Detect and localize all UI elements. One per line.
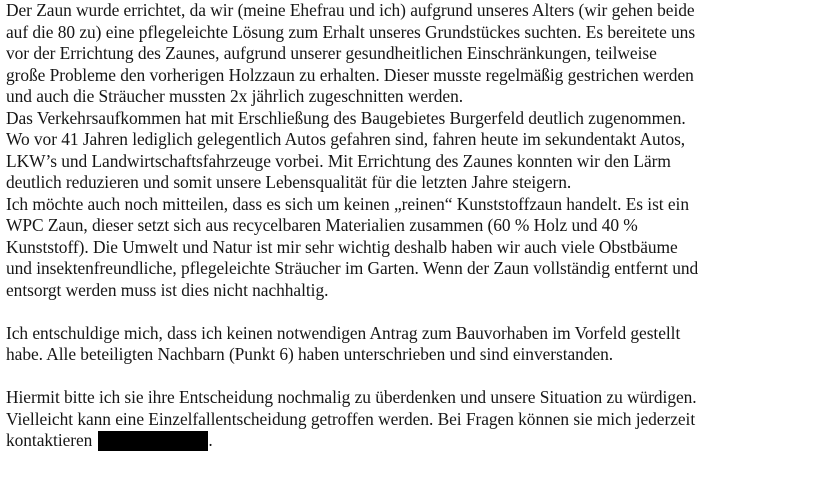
text-line: vor der Errichtung des Zaunes, aufgrund unserer gesundheitlichen Einschränkungen, teilweise (6, 43, 657, 63)
text-line: Ich entschuldige mich, dass ich keinen notwendigen Antrag zum Bauvorhaben im Vorfeld gestellt (6, 322, 681, 343)
paragraph-wpc-fence (6, 194, 818, 302)
text-line: entsorgt werden muss ist dies nicht nachhaltig. (6, 279, 329, 300)
text-line: Ich möchte auch noch mitteilen, dass es sich um keinen „reinen“ Kunststoffzaun handelt. Es ist ein (6, 193, 689, 214)
paragraph-fence-reason (6, 0, 818, 108)
text-line: habe. Alle beteiligten Nachbarn (Punkt 6) haben unterschrieben und sind einverstanden. (6, 344, 614, 364)
text-line: Vielleicht kann eine Einzelfallentscheidung getroffen werden. Bei Fragen können sie mich jederzeit (6, 408, 696, 429)
text-line: Das Verkehrsaufkommen hat mit Erschließung des Baugebietes Burgerfeld deutlich zugenommen. (6, 107, 686, 128)
contact-label: kontaktieren (6, 430, 93, 450)
paragraph-traffic (6, 108, 818, 194)
paragraph-apology (6, 323, 818, 366)
paragraph-spacer (6, 301, 818, 323)
text-line: auf die 80 zu) eine pflegeleichte Lösung zum Erhalt unseres Grundstückes suchten. Es bereitete uns (6, 21, 696, 42)
redaction-block (98, 431, 208, 451)
text-line: LKW’s und Landwirtschaftsfahrzeuge vorbei. Mit Errichtung des Zaunes konnten wir den Lärm (6, 150, 671, 171)
closing-period: . (208, 430, 213, 450)
paragraph-request (6, 387, 818, 452)
text-line: und insektenfreundliche, pflegeleichte Sträucher im Garten. Wenn der Zaun vollständig entfernt und (6, 258, 699, 278)
paragraph-spacer (6, 366, 818, 388)
text-line: und auch die Sträucher mussten 2x jährlich zugeschnitten werden. (6, 86, 464, 106)
text-line: große Probleme den vorherigen Holzzaun zu erhalten. Dieser musste regelmäßig gestrichen werden (6, 64, 694, 85)
text-line: Wo vor 41 Jahren lediglich gelegentlich Autos gefahren sind, fahren heute im sekundentakt Autos, (6, 129, 686, 149)
text-line: Kunststoff). Die Umwelt und Natur ist mir sehr wichtig deshalb haben wir auch viele Obstbäume (6, 236, 678, 257)
text-line-contact (6, 430, 818, 452)
letter-body (6, 0, 818, 452)
text-line: Der Zaun wurde errichtet, da wir (meine Ehefrau und ich) aufgrund unseres Alters (wir gehen beide (6, 0, 695, 20)
text-line: WPC Zaun, dieser setzt sich aus recycelbaren Materialien zusammen (60 % Holz und 40 % (6, 215, 638, 235)
text-line: deutlich reduzieren und somit unsere Lebensqualität für die letzten Jahre steigern. (6, 172, 572, 192)
text-line: Hiermit bitte ich sie ihre Entscheidung nochmalig zu überdenken und unsere Situation zu würdigen. (6, 387, 697, 407)
